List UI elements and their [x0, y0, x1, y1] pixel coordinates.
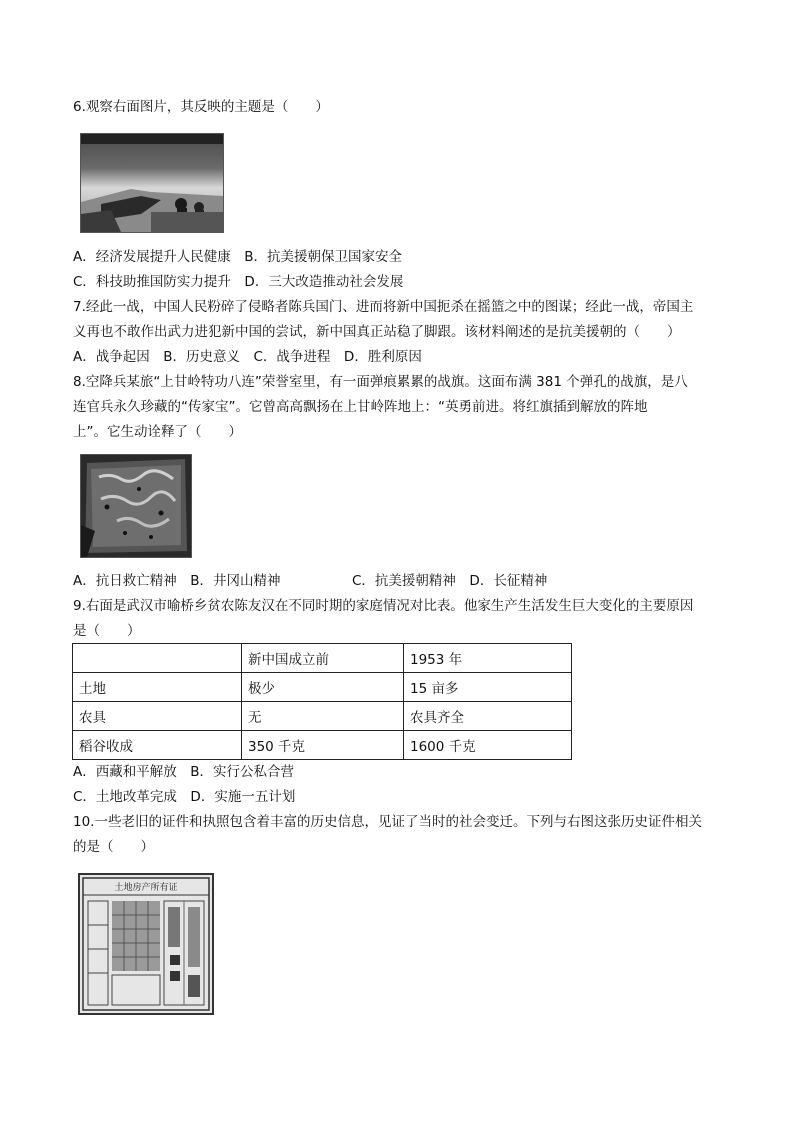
- table-cell: 土地: [73, 673, 242, 702]
- table-cell: [73, 644, 242, 673]
- q8-stem-line1: 8.空降兵某旅“上甘岭特功八连”荣誉室里，有一面弹痕累累的战旗。这面布满 381 个弹孔的战旗，是八: [73, 374, 688, 390]
- q9-comparison-table: [72, 643, 572, 760]
- table-cell: 农具齐全: [404, 702, 572, 731]
- table-cell: 农具: [73, 702, 242, 731]
- table-row: [73, 673, 572, 702]
- q6-photo: [80, 133, 224, 233]
- table-cell: 新中国成立前: [242, 644, 404, 673]
- q10-stem-line1: 10.一些老旧的证件和执照包含着丰富的历史信息，见证了当时的社会变迁。下列与右图这张历史证件相关: [73, 814, 702, 830]
- table-row: [73, 702, 572, 731]
- table-cell: 15 亩多: [404, 673, 572, 702]
- q8-options-cd: C．抗美援朝精神 D．长征精神: [352, 573, 548, 589]
- q9-options-ab: A．西藏和平解放 B．实行公私合营: [73, 764, 294, 780]
- q10-land-certificate-image: [78, 873, 214, 1015]
- table-cell: 无: [242, 702, 404, 731]
- q7-stem-line2: 义再也不敢作出武力进犯新中国的尝试，新中国真正站稳了脚跟。该材料阐述的是抗美援朝的（ ）: [73, 324, 681, 340]
- table-cell: 1953 年: [404, 644, 572, 673]
- q8-stem-line2: 连官兵永久珍藏的“传家宝”。它曾高高飘扬在上甘岭阵地上：“英勇前进。将红旗插到解放的阵地: [73, 399, 648, 415]
- table-row: [73, 731, 572, 760]
- q8-battle-flag-photo: [80, 454, 192, 558]
- q9-stem-line1: 9.右面是武汉市喻桥乡贫农陈友汉在不同时期的家庭情况对比表。他家生产生活发生巨大变化的主要原因: [73, 598, 694, 614]
- table-cell: 极少: [242, 673, 404, 702]
- q8-options-ab: A．抗日救亡精神 B．井冈山精神: [73, 573, 281, 589]
- table-header-row: [73, 644, 572, 673]
- q9-stem-line2: 是（ ）: [73, 623, 141, 639]
- table-cell: 1600 千克: [404, 731, 572, 760]
- q6-options-ab: A．经济发展提升人民健康 B．抗美援朝保卫国家安全: [73, 249, 402, 265]
- q6-options-cd: C．科技助推国防实力提升 D．三大改造推动社会发展: [73, 274, 404, 290]
- q7-stem-line1: 7.经此一战，中国人民粉碎了侵略者陈兵国门、进而将新中国扼杀在摇篮之中的图谋；经此一战，帝国主: [73, 299, 694, 315]
- q8-stem-line3: 上”。它生动诠释了（ ）: [73, 424, 242, 440]
- q9-options-cd: C．土地改革完成 D．实施一五计划: [73, 789, 296, 805]
- certificate-title: 土地房产所有证: [114, 883, 178, 893]
- q10-stem-line2: 的是（ ）: [73, 839, 154, 855]
- table-cell: 稻谷收成: [73, 731, 242, 760]
- q6-stem: 6.观察右面图片，其反映的主题是（ ）: [73, 99, 329, 115]
- q7-options: A．战争起因 B．历史意义 C．战争进程 D．胜利原因: [73, 349, 422, 365]
- table-cell: 350 千克: [242, 731, 404, 760]
